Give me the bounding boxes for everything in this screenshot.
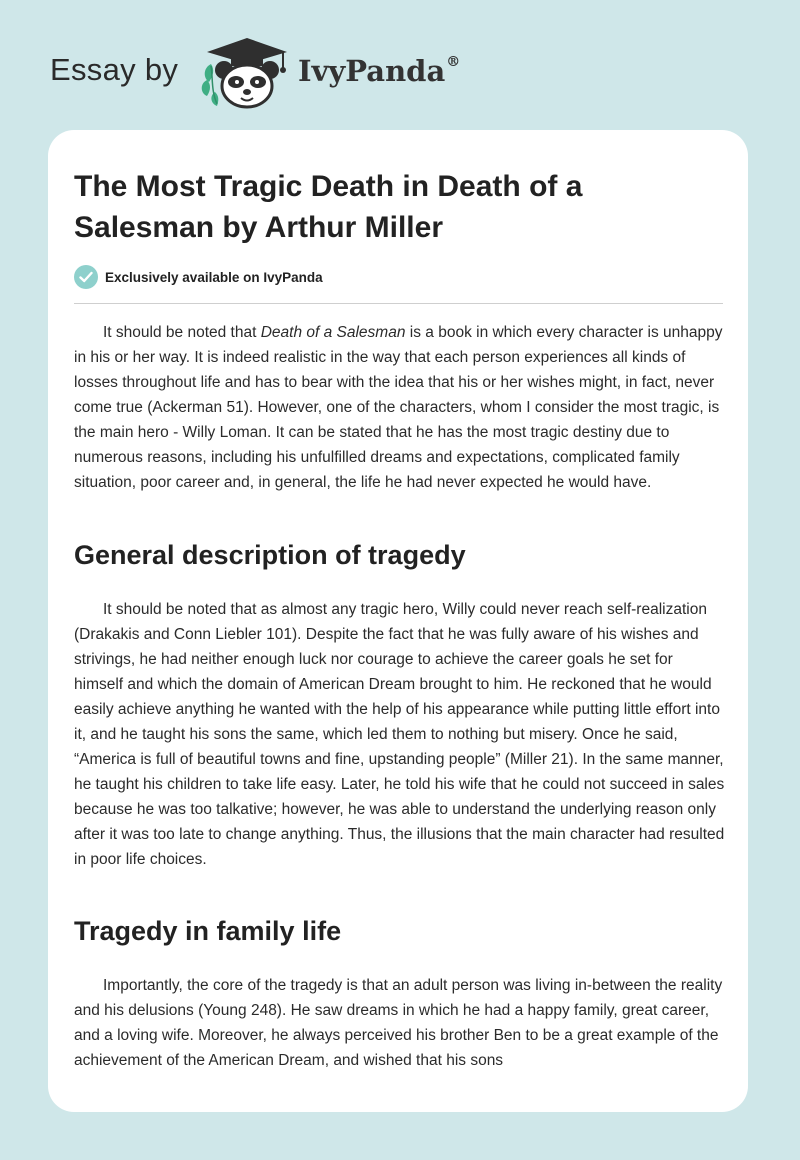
essay-title: The Most Tragic Death in Death of a Salesman by Arthur Miller [74, 170, 583, 244]
intro-paragraph: It should be noted that Death of a Salesman is a book in which every character is unhappy in his or her way. It is indeed realistic in the way that each person experiences all kinds of losses throughout life and has to bear with the idea that his or her wishes might, in fact, never come true (Ackerman 51). However, one of the characters, whom I consider the most tragic, is the main hero - Willy Loman. It can be stated that he has the most tragic destiny due to numerous reasons, including his unfulfilled dreams and expectations, complicated family situation, poor career and, in general, the life he had never expected he would have. [74, 324, 723, 491]
divider [74, 303, 723, 304]
check-icon [74, 265, 98, 289]
brand-name: IvyPanda® [298, 54, 461, 88]
exclusive-badge [74, 264, 323, 290]
section-heading-family: Tragedy in family life [74, 916, 342, 946]
registered-mark: ® [446, 54, 461, 71]
section-paragraph-family: Importantly, the core of the tragedy is that an adult person was living in-between the reality and his delusions (Young 248). He saw dreams in which he had a happy family, great career, and a loving wife. Moreover, he always perceived his brother Ben to be a great example of the achievement of the American Dream, and wished that his sons [74, 977, 723, 1069]
exclusive-label: Exclusively available on IvyPanda [105, 269, 323, 285]
site-header [0, 0, 800, 130]
section-heading-general: General description of tragedy [74, 540, 466, 570]
section-paragraph-general: It should be noted that as almost any tragic hero, Willy could never reach self-realization (Drakakis and Conn Liebler 101). Despite the fact that he was fully aware of his wishes and strivings, he had neither enough luck nor courage to achieve the career goals he set for himself and which the domain of American Dream brought to him. He reckoned that he would easily achieve anything he wanted with the help of his appearance while putting little effort into it, and he taught his sons the same, which led them to nothing but misery. Once he said, “America is full of beautiful towns and fine, upstanding people” (Miller 21). In the same manner, he taught his children to take life easy. Later, he told his wife that he could not succeed in sales because he was too talkative; however, he was able to understand the underlying reason only after it was too late to change anything. Thus, the illusions that the main character had resulted in poor life choices. [74, 601, 725, 868]
essay-by-label: Essay by [50, 52, 179, 87]
book-title-italic: Death of a Salesman [260, 324, 406, 341]
essay-card [48, 130, 748, 1112]
panda-logo-icon [197, 34, 293, 110]
